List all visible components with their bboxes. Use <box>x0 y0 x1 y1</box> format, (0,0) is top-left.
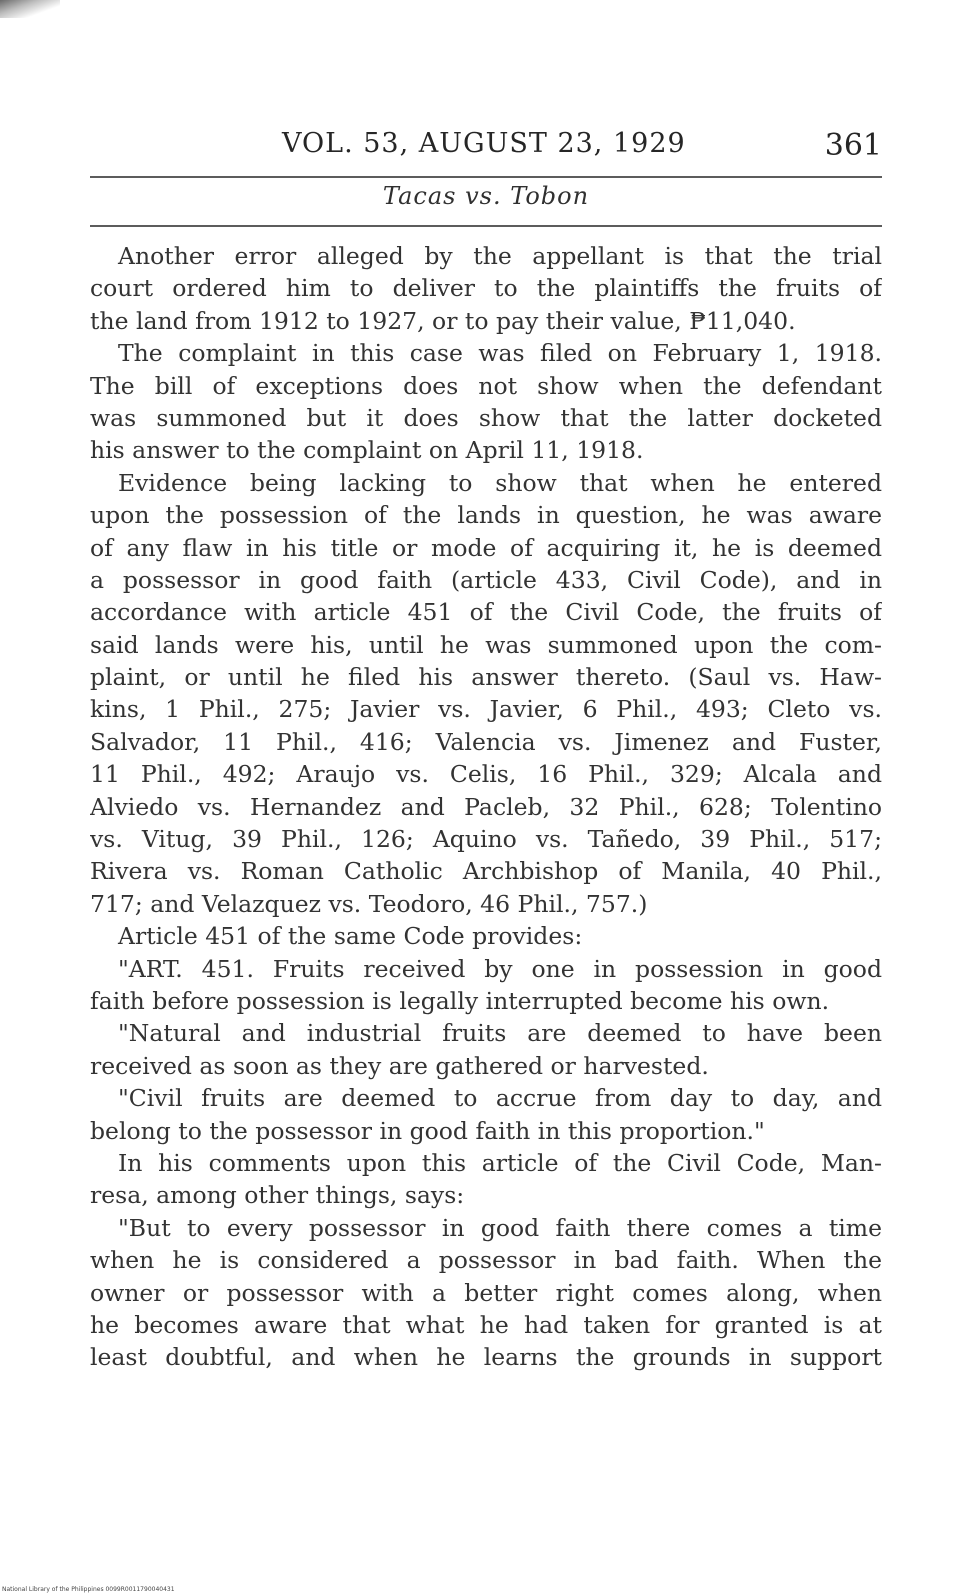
text-line: The bill of exceptions does not show when the defendant <box>90 371 882 400</box>
scan-corner-shadow <box>0 0 60 18</box>
header-rule <box>90 176 882 178</box>
text-line: least doubtful, and when he learns the grounds in support <box>90 1343 882 1372</box>
text-line: "Civil fruits are deemed to accrue from day to day, and <box>118 1084 882 1113</box>
text-line: "Natural and industrial fruits are deemed to have been <box>118 1019 882 1048</box>
text-line: upon the possession of the lands in question, he was aware <box>90 501 882 530</box>
text-line: Evidence being lacking to show that when he entered <box>118 468 882 497</box>
text-line: 717; and Velazquez vs. Teodoro, 46 Phil., 757.) <box>90 889 648 918</box>
text-line: his answer to the complaint on April 11, 1918. <box>90 436 644 465</box>
text-line: received as soon as they are gathered or harvested. <box>90 1051 709 1080</box>
running-head: VOL. 53, AUGUST 23, 1929 <box>282 128 686 159</box>
text-line: the land from 1912 to 1927, or to pay their value, ₱11,040. <box>90 306 796 335</box>
text-line: Article 451 of the same Code provides: <box>118 922 583 951</box>
text-line: In his comments upon this article of the Civil Code, Man- <box>118 1148 882 1177</box>
text-line: 11 Phil., 492; Araujo vs. Celis, 16 Phil., 329; Alcala and <box>90 760 882 789</box>
case-caption: Tacas vs. Tobon <box>382 182 590 210</box>
caption-rule <box>90 225 882 227</box>
text-line: accordance with article 451 of the Civil Code, the fruits of <box>90 598 882 627</box>
text-line: plaint, or until he filed his answer thereto. (Saul vs. Haw- <box>90 663 882 692</box>
text-line: vs. Vitug, 39 Phil., 126; Aquino vs. Tañedo, 39 Phil., 517; <box>90 825 882 854</box>
text-line: when he is considered a possessor in bad faith. When the <box>90 1246 882 1275</box>
text-line: of any flaw in his title or mode of acquiring it, he is deemed <box>90 533 882 562</box>
text-line: kins, 1 Phil., 275; Javier vs. Javier, 6 Phil., 493; Cleto vs. <box>90 695 882 724</box>
text-line: court ordered him to deliver to the plaintiffs the fruits of <box>90 274 882 303</box>
body-text <box>90 240 882 1374</box>
scan-credit: National Library of the Philippines 0099R0011790040431 <box>2 1586 175 1593</box>
text-line: faith before possession is legally interrupted become his own. <box>90 986 830 1015</box>
text-line: owner or possessor with a better right comes along, when <box>90 1278 882 1307</box>
text-line: Alviedo vs. Hernandez and Pacleb, 32 Phil., 628; Tolentino <box>90 792 882 821</box>
text-line: Another error alleged by the appellant is that the trial <box>118 242 882 270</box>
text-line: "But to every possessor in good faith there comes a time <box>118 1213 882 1242</box>
text-line: The complaint in this case was filed on February 1, 1918. <box>118 339 882 368</box>
text-line: resa, among other things, says: <box>90 1181 465 1210</box>
text-line: a possessor in good faith (article 433, Civil Code), and in <box>90 565 882 594</box>
page-header <box>90 128 882 170</box>
text-line: was summoned but it does show that the latter docketed <box>90 403 882 432</box>
text-line: Salvador, 11 Phil., 416; Valencia vs. Jimenez and Fuster, <box>90 727 882 756</box>
text-line: said lands were his, until he was summoned upon the com- <box>90 630 882 659</box>
text-line: "ART. 451. Fruits received by one in possession in good <box>118 954 882 983</box>
text-line: he becomes aware that what he had taken for granted is at <box>90 1310 882 1339</box>
text-line: belong to the possessor in good faith in this proportion." <box>90 1116 765 1145</box>
text-line: Rivera vs. Roman Catholic Archbishop of Manila, 40 Phil., <box>90 857 882 886</box>
page-number: 361 <box>824 128 882 163</box>
